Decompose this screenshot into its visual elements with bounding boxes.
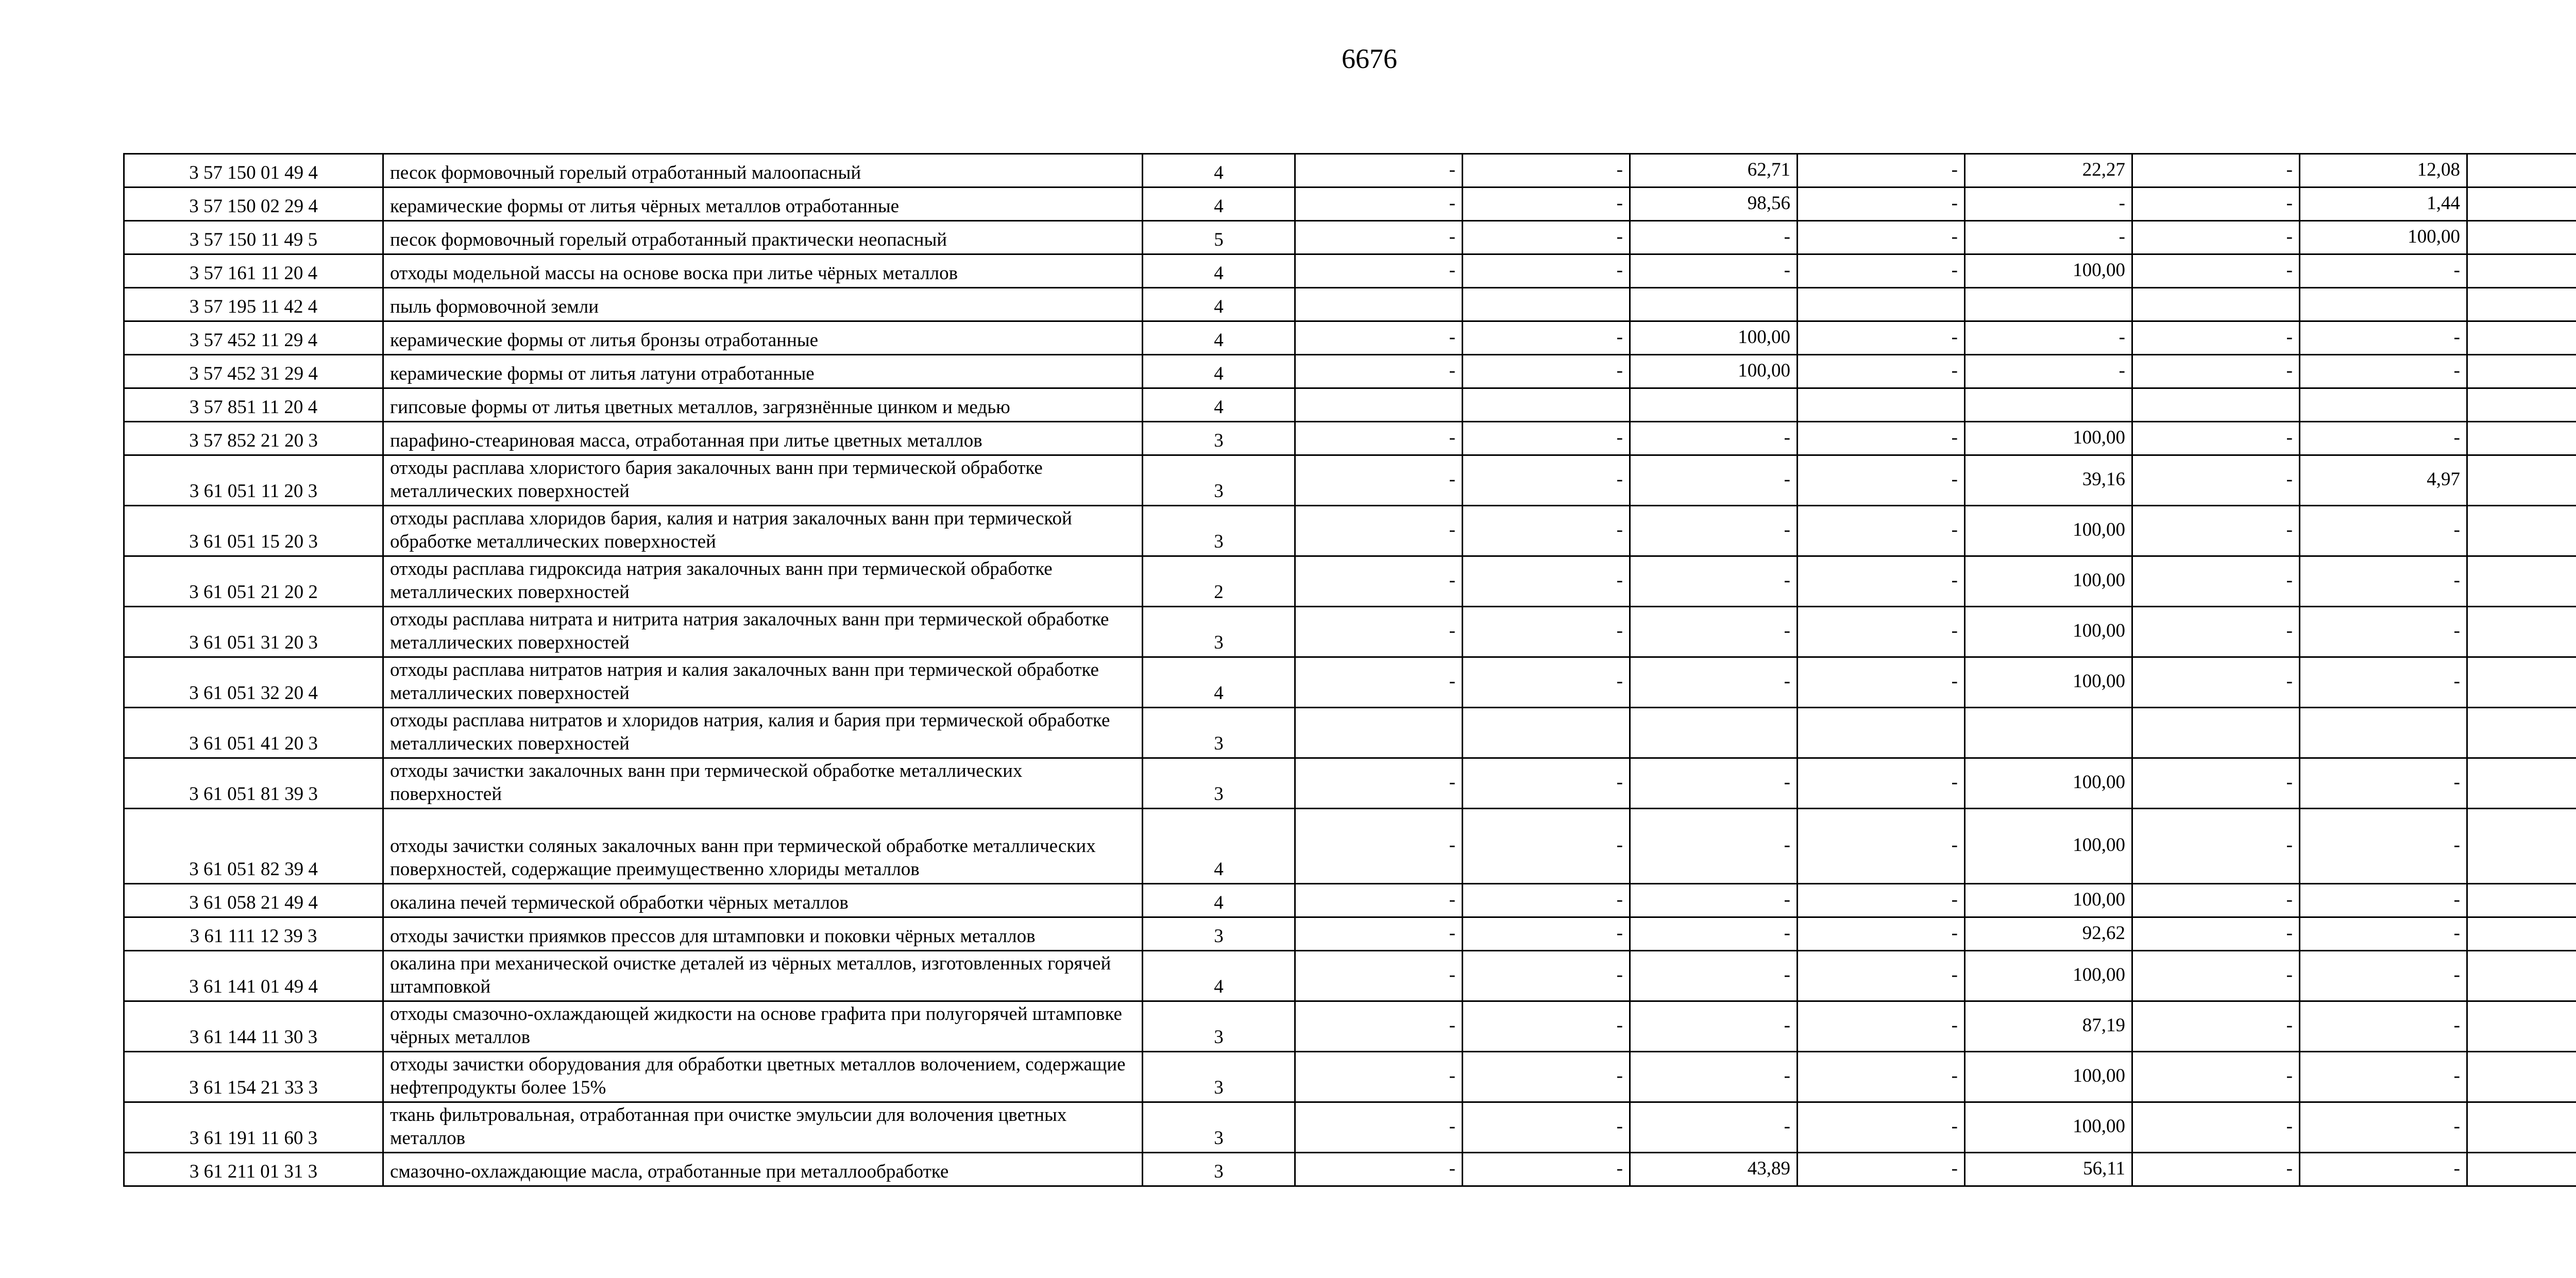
value-cell: 62,71 bbox=[1630, 154, 1798, 188]
value-cell: - bbox=[2300, 1052, 2467, 1102]
waste-code-cell: 3 57 452 11 29 4 bbox=[124, 321, 383, 355]
value-cell: - bbox=[1463, 607, 1630, 657]
hazard-class-cell: 3 bbox=[1143, 758, 1295, 809]
waste-code-cell: 3 61 144 11 30 3 bbox=[124, 1001, 383, 1052]
value-cell bbox=[2467, 951, 2576, 1001]
waste-name-cell: песок формовочный горелый отработанный практически неопасный bbox=[383, 221, 1143, 254]
hazard-class-cell: 5 bbox=[1143, 221, 1295, 254]
value-cell bbox=[1798, 708, 1965, 758]
waste-code-cell: 3 61 051 15 20 3 bbox=[124, 506, 383, 556]
table-row bbox=[124, 884, 2576, 917]
value-cell: - bbox=[1295, 758, 1463, 809]
value-cell bbox=[1463, 388, 1630, 422]
value-cell: - bbox=[1463, 188, 1630, 221]
value-cell: 100,00 bbox=[2300, 221, 2467, 254]
table-row bbox=[124, 607, 2576, 657]
value-cell: - bbox=[2132, 1153, 2300, 1186]
value-cell: 100,00 bbox=[1965, 422, 2132, 455]
value-cell: - bbox=[1295, 607, 1463, 657]
value-cell: - bbox=[1463, 154, 1630, 188]
value-cell: - bbox=[2300, 422, 2467, 455]
value-cell: - bbox=[1295, 917, 1463, 951]
table-row bbox=[124, 422, 2576, 455]
value-cell bbox=[1630, 388, 1798, 422]
value-cell: - bbox=[1463, 917, 1630, 951]
value-cell: - bbox=[1798, 758, 1965, 809]
value-cell: - bbox=[1630, 809, 1798, 884]
waste-composition-table bbox=[123, 153, 2576, 1187]
value-cell: - bbox=[2300, 1001, 2467, 1052]
value-cell: - bbox=[1630, 884, 1798, 917]
waste-name-cell: отходы зачистки оборудования для обработки цветных металлов волочением, содержащие нефтепродукты более 15% bbox=[383, 1052, 1143, 1102]
value-cell bbox=[2467, 221, 2576, 254]
waste-name-cell: отходы расплава нитратов натрия и калия закалочных ванн при термической обработке металлических поверхностей bbox=[383, 657, 1143, 708]
table-row bbox=[124, 1001, 2576, 1052]
waste-name-cell: отходы зачистки приямков прессов для штамповки и поковки чёрных металлов bbox=[383, 917, 1143, 951]
value-cell: - bbox=[1463, 884, 1630, 917]
waste-name-cell: окалина печей термической обработки чёрных металлов bbox=[383, 884, 1143, 917]
value-cell bbox=[2467, 455, 2576, 506]
value-cell: - bbox=[1798, 884, 1965, 917]
value-cell: - bbox=[1295, 1153, 1463, 1186]
value-cell: - bbox=[1463, 1153, 1630, 1186]
value-cell: - bbox=[1630, 422, 1798, 455]
value-cell: - bbox=[2300, 321, 2467, 355]
value-cell: - bbox=[1295, 1102, 1463, 1153]
table-body bbox=[124, 154, 2576, 1186]
value-cell: - bbox=[1463, 657, 1630, 708]
waste-name-cell: отходы зачистки соляных закалочных ванн при термической обработке металлических поверхностей, содержащие преимущественно хлориды металлов bbox=[383, 809, 1143, 884]
hazard-class-cell: 4 bbox=[1143, 188, 1295, 221]
waste-name-cell: отходы расплава хлористого бария закалочных ванн при термической обработке металлических поверхностей bbox=[383, 455, 1143, 506]
value-cell bbox=[2467, 1102, 2576, 1153]
value-cell: - bbox=[2132, 657, 2300, 708]
value-cell bbox=[2300, 708, 2467, 758]
value-cell: - bbox=[1295, 154, 1463, 188]
waste-name-cell: керамические формы от литья бронзы отработанные bbox=[383, 321, 1143, 355]
table-row bbox=[124, 188, 2576, 221]
value-cell: - bbox=[1798, 809, 1965, 884]
value-cell: - bbox=[2132, 951, 2300, 1001]
waste-code-cell: 3 61 051 41 20 3 bbox=[124, 708, 383, 758]
value-cell: - bbox=[1630, 1001, 1798, 1052]
value-cell: - bbox=[1295, 221, 1463, 254]
waste-name-cell: керамические формы от литья латуни отработанные bbox=[383, 355, 1143, 388]
value-cell bbox=[1798, 388, 1965, 422]
value-cell: - bbox=[1798, 1052, 1965, 1102]
value-cell: - bbox=[2300, 1153, 2467, 1186]
value-cell: - bbox=[1463, 1001, 1630, 1052]
table-row bbox=[124, 288, 2576, 321]
waste-name-cell: отходы зачистки закалочных ванн при термической обработке металлических поверхностей bbox=[383, 758, 1143, 809]
value-cell: 100,00 bbox=[1965, 951, 2132, 1001]
value-cell: - bbox=[1630, 657, 1798, 708]
value-cell: - bbox=[2132, 506, 2300, 556]
value-cell: - bbox=[1295, 321, 1463, 355]
hazard-class-cell: 3 bbox=[1143, 917, 1295, 951]
value-cell: - bbox=[1630, 455, 1798, 506]
value-cell bbox=[2467, 288, 2576, 321]
waste-code-cell: 3 61 211 01 31 3 bbox=[124, 1153, 383, 1186]
value-cell: - bbox=[2132, 809, 2300, 884]
value-cell bbox=[2467, 657, 2576, 708]
table-row bbox=[124, 321, 2576, 355]
value-cell bbox=[2467, 388, 2576, 422]
hazard-class-cell: 4 bbox=[1143, 809, 1295, 884]
value-cell: 43,89 bbox=[1630, 1153, 1798, 1186]
waste-name-cell: окалина при механической очистке деталей из чёрных металлов, изготовленных горячей штамповкой bbox=[383, 951, 1143, 1001]
value-cell: 92,62 bbox=[1965, 917, 2132, 951]
waste-name-cell: песок формовочный горелый отработанный малоопасный bbox=[383, 154, 1143, 188]
waste-code-cell: 3 61 058 21 49 4 bbox=[124, 884, 383, 917]
value-cell: - bbox=[1630, 1102, 1798, 1153]
waste-code-cell: 3 57 150 11 49 5 bbox=[124, 221, 383, 254]
value-cell: - bbox=[2132, 455, 2300, 506]
hazard-class-cell: 4 bbox=[1143, 154, 1295, 188]
waste-name-cell: отходы модельной массы на основе воска при литье чёрных металлов bbox=[383, 254, 1143, 288]
value-cell: 100,00 bbox=[1965, 1102, 2132, 1153]
value-cell: 100,00 bbox=[1630, 355, 1798, 388]
hazard-class-cell: 4 bbox=[1143, 355, 1295, 388]
value-cell: - bbox=[1798, 506, 1965, 556]
value-cell bbox=[2300, 288, 2467, 321]
value-cell bbox=[2132, 708, 2300, 758]
value-cell: - bbox=[2300, 809, 2467, 884]
value-cell: - bbox=[2132, 607, 2300, 657]
value-cell bbox=[2467, 506, 2576, 556]
value-cell: - bbox=[1630, 221, 1798, 254]
waste-code-cell: 3 57 452 31 29 4 bbox=[124, 355, 383, 388]
hazard-class-cell: 3 bbox=[1143, 422, 1295, 455]
value-cell: - bbox=[1965, 355, 2132, 388]
value-cell bbox=[2467, 917, 2576, 951]
value-cell: 98,56 bbox=[1630, 188, 1798, 221]
value-cell: - bbox=[1798, 321, 1965, 355]
table-row bbox=[124, 556, 2576, 607]
value-cell: - bbox=[1463, 355, 1630, 388]
value-cell bbox=[2467, 321, 2576, 355]
table-row bbox=[124, 951, 2576, 1001]
value-cell: - bbox=[2300, 556, 2467, 607]
waste-name-cell: парафино-стеариновая масса, отработанная при литье цветных металлов bbox=[383, 422, 1143, 455]
value-cell: - bbox=[1463, 1052, 1630, 1102]
value-cell: - bbox=[1798, 1102, 1965, 1153]
value-cell: - bbox=[2132, 221, 2300, 254]
value-cell: - bbox=[2132, 422, 2300, 455]
value-cell: - bbox=[1798, 422, 1965, 455]
value-cell: - bbox=[1295, 1052, 1463, 1102]
waste-name-cell: пыль формовочной земли bbox=[383, 288, 1143, 321]
value-cell bbox=[2467, 188, 2576, 221]
value-cell: - bbox=[1798, 917, 1965, 951]
hazard-class-cell: 3 bbox=[1143, 607, 1295, 657]
waste-code-cell: 3 61 141 01 49 4 bbox=[124, 951, 383, 1001]
waste-name-cell: отходы расплава нитратов и хлоридов натрия, калия и бария при термической обработке металлических поверхностей bbox=[383, 708, 1143, 758]
hazard-class-cell: 4 bbox=[1143, 951, 1295, 1001]
value-cell: - bbox=[2300, 254, 2467, 288]
page-number: 6676 bbox=[1342, 43, 1397, 74]
value-cell: - bbox=[1295, 556, 1463, 607]
table-row bbox=[124, 254, 2576, 288]
hazard-class-cell: 4 bbox=[1143, 321, 1295, 355]
hazard-class-cell: 4 bbox=[1143, 288, 1295, 321]
value-cell: - bbox=[2132, 188, 2300, 221]
waste-code-cell: 3 61 051 32 20 4 bbox=[124, 657, 383, 708]
hazard-class-cell: 3 bbox=[1143, 1052, 1295, 1102]
table-row bbox=[124, 1102, 2576, 1153]
waste-code-cell: 3 61 051 31 20 3 bbox=[124, 607, 383, 657]
value-cell bbox=[2467, 254, 2576, 288]
value-cell bbox=[1630, 708, 1798, 758]
value-cell: - bbox=[1798, 154, 1965, 188]
value-cell: - bbox=[1630, 254, 1798, 288]
value-cell bbox=[2467, 758, 2576, 809]
value-cell: - bbox=[1630, 556, 1798, 607]
value-cell: - bbox=[1295, 657, 1463, 708]
value-cell: - bbox=[1798, 355, 1965, 388]
value-cell bbox=[1295, 708, 1463, 758]
value-cell: - bbox=[2300, 355, 2467, 388]
value-cell bbox=[1965, 708, 2132, 758]
value-cell: - bbox=[1295, 355, 1463, 388]
value-cell bbox=[1295, 388, 1463, 422]
value-cell: - bbox=[1798, 1153, 1965, 1186]
hazard-class-cell: 4 bbox=[1143, 657, 1295, 708]
value-cell: - bbox=[1295, 422, 1463, 455]
value-cell: - bbox=[2300, 607, 2467, 657]
hazard-class-cell: 3 bbox=[1143, 1001, 1295, 1052]
value-cell: - bbox=[1798, 556, 1965, 607]
value-cell: - bbox=[1463, 758, 1630, 809]
waste-code-cell: 3 57 852 21 20 3 bbox=[124, 422, 383, 455]
hazard-class-cell: 3 bbox=[1143, 506, 1295, 556]
value-cell: - bbox=[1463, 422, 1630, 455]
value-cell: - bbox=[1295, 809, 1463, 884]
table-row bbox=[124, 154, 2576, 188]
value-cell: - bbox=[2300, 951, 2467, 1001]
table-row bbox=[124, 355, 2576, 388]
table-row bbox=[124, 388, 2576, 422]
value-cell: - bbox=[1630, 506, 1798, 556]
hazard-class-cell: 3 bbox=[1143, 1102, 1295, 1153]
value-cell: - bbox=[1965, 221, 2132, 254]
value-cell bbox=[2467, 1052, 2576, 1102]
value-cell: 100,00 bbox=[1965, 758, 2132, 809]
value-cell: - bbox=[2300, 917, 2467, 951]
value-cell: - bbox=[1798, 254, 1965, 288]
table-row bbox=[124, 708, 2576, 758]
hazard-class-cell: 3 bbox=[1143, 708, 1295, 758]
value-cell: - bbox=[2132, 758, 2300, 809]
value-cell: - bbox=[1463, 455, 1630, 506]
waste-code-cell: 3 61 051 81 39 3 bbox=[124, 758, 383, 809]
value-cell: - bbox=[1798, 455, 1965, 506]
waste-name-cell: керамические формы от литья чёрных металлов отработанные bbox=[383, 188, 1143, 221]
value-cell: - bbox=[2132, 321, 2300, 355]
value-cell: 100,00 bbox=[1965, 254, 2132, 288]
hazard-class-cell: 4 bbox=[1143, 254, 1295, 288]
table-row bbox=[124, 455, 2576, 506]
value-cell: 100,00 bbox=[1965, 506, 2132, 556]
waste-code-cell: 3 61 154 21 33 3 bbox=[124, 1052, 383, 1102]
value-cell: 100,00 bbox=[1965, 1052, 2132, 1102]
value-cell: - bbox=[2132, 1102, 2300, 1153]
value-cell: - bbox=[2132, 154, 2300, 188]
value-cell bbox=[2132, 288, 2300, 321]
value-cell: - bbox=[2132, 884, 2300, 917]
value-cell: - bbox=[1798, 607, 1965, 657]
value-cell: - bbox=[1463, 254, 1630, 288]
table-row bbox=[124, 809, 2576, 884]
value-cell: - bbox=[1295, 1001, 1463, 1052]
value-cell: - bbox=[1463, 1102, 1630, 1153]
value-cell bbox=[2467, 154, 2576, 188]
value-cell: - bbox=[1798, 1001, 1965, 1052]
waste-code-cell: 3 57 195 11 42 4 bbox=[124, 288, 383, 321]
value-cell: - bbox=[2132, 556, 2300, 607]
value-cell: - bbox=[1798, 657, 1965, 708]
value-cell: - bbox=[1798, 188, 1965, 221]
value-cell: 1,44 bbox=[2300, 188, 2467, 221]
value-cell: - bbox=[1463, 321, 1630, 355]
value-cell bbox=[2467, 1153, 2576, 1186]
value-cell: - bbox=[1295, 884, 1463, 917]
value-cell: - bbox=[2132, 1001, 2300, 1052]
value-cell: - bbox=[1463, 951, 1630, 1001]
value-cell bbox=[2300, 388, 2467, 422]
value-cell bbox=[2467, 355, 2576, 388]
value-cell: - bbox=[2132, 1052, 2300, 1102]
value-cell: 87,19 bbox=[1965, 1001, 2132, 1052]
table-row bbox=[124, 1153, 2576, 1186]
table-row bbox=[124, 917, 2576, 951]
table-row bbox=[124, 506, 2576, 556]
value-cell: - bbox=[1295, 506, 1463, 556]
table-row bbox=[124, 657, 2576, 708]
waste-name-cell: отходы расплава гидроксида натрия закалочных ванн при термической обработке металлических поверхностей bbox=[383, 556, 1143, 607]
waste-name-cell: отходы расплава нитрата и нитрита натрия закалочных ванн при термической обработке металлических поверхностей bbox=[383, 607, 1143, 657]
value-cell bbox=[1965, 388, 2132, 422]
value-cell bbox=[1463, 708, 1630, 758]
waste-name-cell: смазочно-охлаждающие масла, отработанные при металлообработке bbox=[383, 1153, 1143, 1186]
waste-code-cell: 3 61 051 82 39 4 bbox=[124, 809, 383, 884]
waste-name-cell: отходы расплава хлоридов бария, калия и натрия закалочных ванн при термической обработке металлических поверхностей bbox=[383, 506, 1143, 556]
value-cell bbox=[2467, 1001, 2576, 1052]
hazard-class-cell: 2 bbox=[1143, 556, 1295, 607]
value-cell: 4,97 bbox=[2300, 455, 2467, 506]
waste-code-cell: 3 57 161 11 20 4 bbox=[124, 254, 383, 288]
value-cell bbox=[2467, 607, 2576, 657]
value-cell bbox=[1463, 288, 1630, 321]
value-cell: 100,00 bbox=[1965, 884, 2132, 917]
waste-code-cell: 3 57 150 02 29 4 bbox=[124, 188, 383, 221]
value-cell bbox=[2467, 809, 2576, 884]
value-cell: - bbox=[1630, 1052, 1798, 1102]
value-cell bbox=[2467, 556, 2576, 607]
hazard-class-cell: 3 bbox=[1143, 455, 1295, 506]
value-cell: - bbox=[1295, 951, 1463, 1001]
value-cell bbox=[1630, 288, 1798, 321]
value-cell: - bbox=[2300, 1102, 2467, 1153]
value-cell: - bbox=[2300, 884, 2467, 917]
value-cell: - bbox=[1295, 254, 1463, 288]
waste-code-cell: 3 57 851 11 20 4 bbox=[124, 388, 383, 422]
table-row bbox=[124, 1052, 2576, 1102]
waste-code-cell: 3 61 051 21 20 2 bbox=[124, 556, 383, 607]
value-cell bbox=[1965, 288, 2132, 321]
waste-code-cell: 3 61 191 11 60 3 bbox=[124, 1102, 383, 1153]
value-cell: - bbox=[2300, 657, 2467, 708]
value-cell: - bbox=[1463, 506, 1630, 556]
value-cell: - bbox=[1463, 809, 1630, 884]
value-cell: 100,00 bbox=[1630, 321, 1798, 355]
value-cell bbox=[1295, 288, 1463, 321]
table-row bbox=[124, 221, 2576, 254]
waste-name-cell: отходы смазочно-охлаждающей жидкости на основе графита при полугорячей штамповке чёрных металлов bbox=[383, 1001, 1143, 1052]
value-cell bbox=[2467, 884, 2576, 917]
value-cell: - bbox=[1630, 758, 1798, 809]
value-cell: - bbox=[2132, 254, 2300, 288]
waste-name-cell: гипсовые формы от литья цветных металлов, загрязнённые цинком и медью bbox=[383, 388, 1143, 422]
waste-code-cell: 3 61 051 11 20 3 bbox=[124, 455, 383, 506]
value-cell: 100,00 bbox=[1965, 607, 2132, 657]
waste-code-cell: 3 61 111 12 39 3 bbox=[124, 917, 383, 951]
value-cell: 56,11 bbox=[1965, 1153, 2132, 1186]
value-cell: 12,08 bbox=[2300, 154, 2467, 188]
waste-code-cell: 3 57 150 01 49 4 bbox=[124, 154, 383, 188]
value-cell: - bbox=[1295, 188, 1463, 221]
waste-name-cell: ткань фильтровальная, отработанная при очистке эмульсии для волочения цветных металлов bbox=[383, 1102, 1143, 1153]
value-cell bbox=[2132, 388, 2300, 422]
value-cell: - bbox=[1965, 321, 2132, 355]
value-cell bbox=[1798, 288, 1965, 321]
value-cell: - bbox=[1630, 917, 1798, 951]
value-cell: - bbox=[1463, 556, 1630, 607]
value-cell: 100,00 bbox=[1965, 809, 2132, 884]
hazard-class-cell: 4 bbox=[1143, 388, 1295, 422]
value-cell: - bbox=[1630, 951, 1798, 1001]
value-cell: 39,16 bbox=[1965, 455, 2132, 506]
hazard-class-cell: 4 bbox=[1143, 884, 1295, 917]
value-cell: - bbox=[1295, 455, 1463, 506]
value-cell: - bbox=[1798, 951, 1965, 1001]
value-cell: - bbox=[1798, 221, 1965, 254]
value-cell: - bbox=[1965, 188, 2132, 221]
table-row bbox=[124, 758, 2576, 809]
value-cell bbox=[2467, 708, 2576, 758]
value-cell: - bbox=[2300, 506, 2467, 556]
value-cell: - bbox=[1630, 607, 1798, 657]
value-cell: 100,00 bbox=[1965, 657, 2132, 708]
value-cell: 22,27 bbox=[1965, 154, 2132, 188]
value-cell bbox=[2467, 422, 2576, 455]
hazard-class-cell: 3 bbox=[1143, 1153, 1295, 1186]
value-cell: - bbox=[2132, 355, 2300, 388]
value-cell: 100,00 bbox=[1965, 556, 2132, 607]
value-cell: - bbox=[1463, 221, 1630, 254]
value-cell: - bbox=[2300, 758, 2467, 809]
value-cell: - bbox=[2132, 917, 2300, 951]
